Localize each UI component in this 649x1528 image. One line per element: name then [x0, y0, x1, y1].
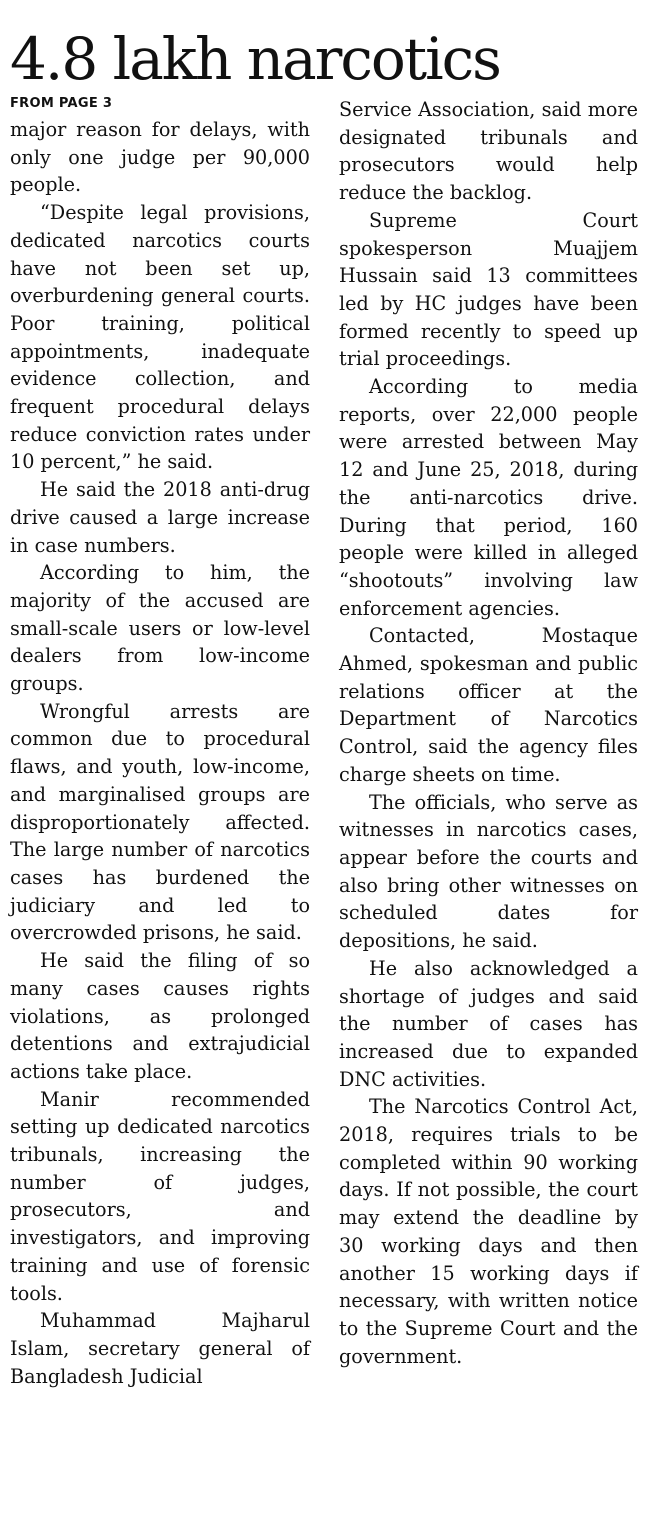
paragraph: major reason for delays, with only one judge per 90,000 people.	[10, 118, 310, 197]
paragraph: According to him, the majority of the accused are small-scale users or low-level dealers from low-income groups.	[10, 561, 310, 696]
paragraph: According to media reports, over 22,000 people were arrested between May 12 and June 25, 2018, during the anti-narcotics drive. During that period, 160 people were killed in alleged “shootouts” involving law enforcement agencies.	[339, 375, 638, 620]
paragraph: He said the 2018 anti-drug drive caused a large increase in case numbers.	[10, 478, 310, 557]
paragraph: Wrongful arrests are common due to procedural flaws, and youth, low-income, and marginalised groups are disproportionately affected. The large number of narcotics cases has burdened the judiciary and led to overcrowded prisons, he said.	[10, 699, 310, 945]
paragraph: The Narcotics Control Act, 2018, requires trials to be completed within 90 working days. If not possible, the court may extend the deadline by 30 working days and then another 15 working days if necessary, with written notice to the Supreme Court and the government.	[339, 1095, 638, 1368]
paragraph: Service Association, said more designated tribunals and prosecutors would help reduce the backlog.	[339, 98, 638, 205]
paragraph: Muhammad Majharul Islam, secretary general of Bangladesh Judicial	[10, 1309, 310, 1388]
paragraph: He also acknowledged a shortage of judges and said the number of cases has increased due to expanded DNC activities.	[339, 956, 638, 1091]
paragraph: The officials, who serve as witnesses in narcotics cases, appear before the courts and also bring other witnesses on scheduled dates for depositions, he said.	[339, 790, 638, 953]
paragraph: Contacted, Mostaque Ahmed, spokesman and public relations officer at the Department of Narcotics Control, said the agency files charge sheets on time.	[339, 624, 638, 786]
headline: 4.8 lakh narcotics	[10, 25, 500, 93]
paragraph: “Despite legal provisions, dedicated narcotics courts have not been set up, overburdening general courts. Poor training, political appointments, inadequate evidence collection, and frequent procedural delays reduce conviction rates under 10 percent,” he said.	[10, 201, 310, 474]
article-column-left	[10, 96, 310, 1390]
paragraph: He said the filing of so many cases causes rights violations, as prolonged detentions and extrajudicial actions take place.	[10, 949, 310, 1083]
continuation-kicker: FROM PAGE 3	[10, 96, 113, 111]
paragraph: Supreme Court spokesperson Muajjem Hussain said 13 committees led by HC judges have been formed recently to speed up trial proceedings.	[339, 208, 638, 371]
paragraph: Manir recommended setting up dedicated narcotics tribunals, increasing the number of judges, prosecutors, and investigators, and improving training and use of forensic tools.	[10, 1087, 310, 1305]
article-column-right	[339, 96, 638, 1370]
